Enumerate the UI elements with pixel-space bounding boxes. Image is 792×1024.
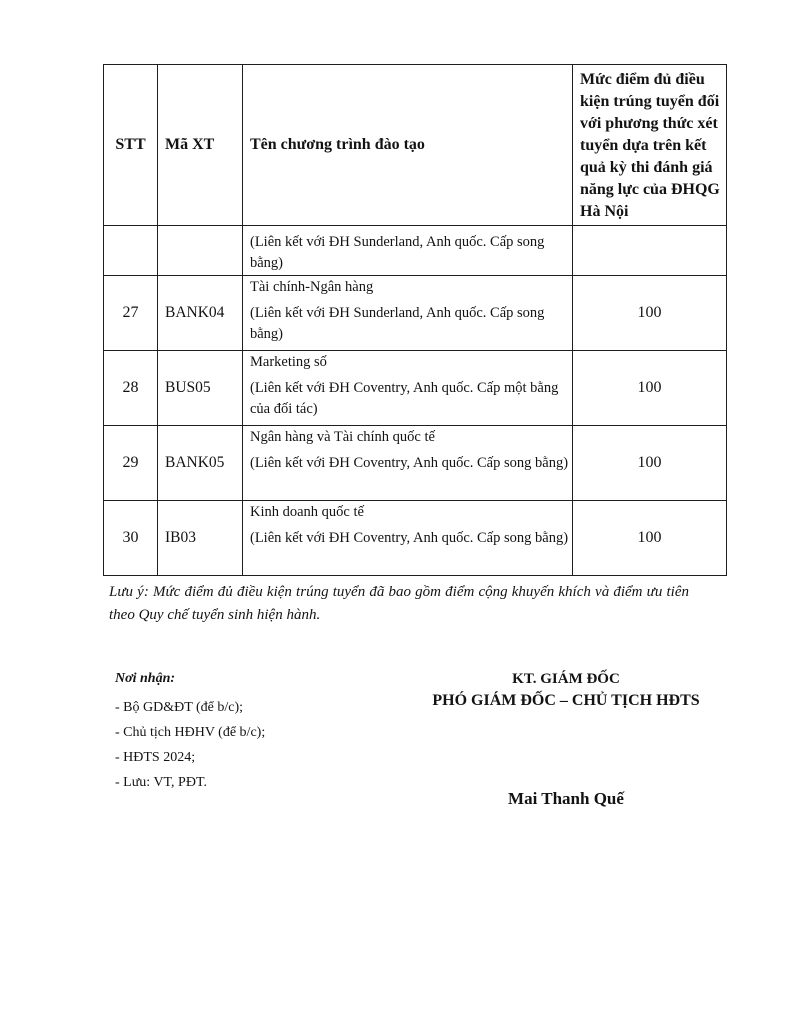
table-row-27: [104, 276, 727, 351]
score-cell: 100: [573, 426, 727, 501]
code-cell: IB03: [158, 501, 243, 576]
recipients-title: Nơi nhận:: [115, 671, 176, 686]
program-cell: [243, 351, 573, 426]
recipient-item: - Bộ GD&ĐT (để b/c);: [115, 700, 244, 715]
program-cell: [243, 501, 573, 576]
stt-cell: 30: [104, 501, 158, 576]
score-cell: [573, 226, 727, 276]
code-cell: [158, 226, 243, 276]
stt-cell: 29: [104, 426, 158, 501]
header-code: Mã XT: [158, 65, 243, 226]
recipient-item: - Chủ tịch HĐHV (để b/c);: [115, 725, 266, 740]
stt-cell: [104, 226, 158, 276]
program-note: (Liên kết với ĐH Sunderland, Anh quốc. Cấp song bằng): [250, 305, 545, 342]
table-row-29: [104, 426, 727, 501]
program-name: Kinh doanh quốc tế: [250, 504, 364, 520]
program-note: (Liên kết với ĐH Coventry, Anh quốc. Cấp một bằng của đối tác): [250, 380, 559, 417]
table-body: [104, 226, 727, 576]
table-row-continuation: [104, 226, 727, 276]
stt-cell: 27: [104, 276, 158, 351]
program-name: Ngân hàng và Tài chính quốc tế: [250, 429, 435, 445]
table-row-28: [104, 351, 727, 426]
score-cell: 100: [573, 351, 727, 426]
score-cell: 100: [573, 501, 727, 576]
program-cell: [243, 426, 573, 501]
program-note: (Liên kết với ĐH Sunderland, Anh quốc. Cấp song bằng): [250, 234, 545, 271]
score-cell: 100: [573, 276, 727, 351]
header-stt: STT: [104, 65, 158, 226]
code-cell: BUS05: [158, 351, 243, 426]
program-name: Marketing số: [250, 354, 327, 370]
program-note: (Liên kết với ĐH Coventry, Anh quốc. Cấp song bằng): [250, 530, 569, 546]
code-cell: BANK05: [158, 426, 243, 501]
note-text: Lưu ý: Mức điểm đủ điều kiện trúng tuyển đã bao gồm điểm cộng khuyến khích và điểm ưu tiên theo Quy chế tuyển sinh hiện hành.: [109, 584, 689, 623]
program-name: Tài chính-Ngân hàng: [250, 279, 374, 295]
signer-name: Mai Thanh Quế: [508, 789, 624, 808]
signature-role-line-2: PHÓ GIÁM ĐỐC – CHỦ TỊCH HĐTS: [432, 692, 700, 709]
header-score: Mức điểm đủ điều kiện trúng tuyển đối với phương thức xét tuyển dựa trên kết quả kỳ thi đánh giá năng lực của ĐHQG Hà Nội: [573, 65, 727, 226]
recipients-block: [115, 671, 265, 795]
signature-block: [380, 669, 752, 809]
program-note: (Liên kết với ĐH Coventry, Anh quốc. Cấp song bằng): [250, 455, 569, 471]
program-cell: [243, 276, 573, 351]
signature-role-line-1: KT. GIÁM ĐỐC: [512, 671, 620, 687]
table-row-30: [104, 501, 727, 576]
table-header: [104, 65, 727, 226]
code-cell: BANK04: [158, 276, 243, 351]
recipient-item: - Lưu: VT, PĐT.: [115, 775, 207, 790]
admission-score-table: [103, 64, 727, 576]
stt-cell: 28: [104, 351, 158, 426]
recipient-item: - HĐTS 2024;: [115, 750, 196, 765]
document-footer: [0, 669, 792, 919]
table-header-row: [104, 65, 727, 226]
program-cell: [243, 226, 573, 276]
header-program: Tên chương trình đào tạo: [243, 65, 573, 226]
